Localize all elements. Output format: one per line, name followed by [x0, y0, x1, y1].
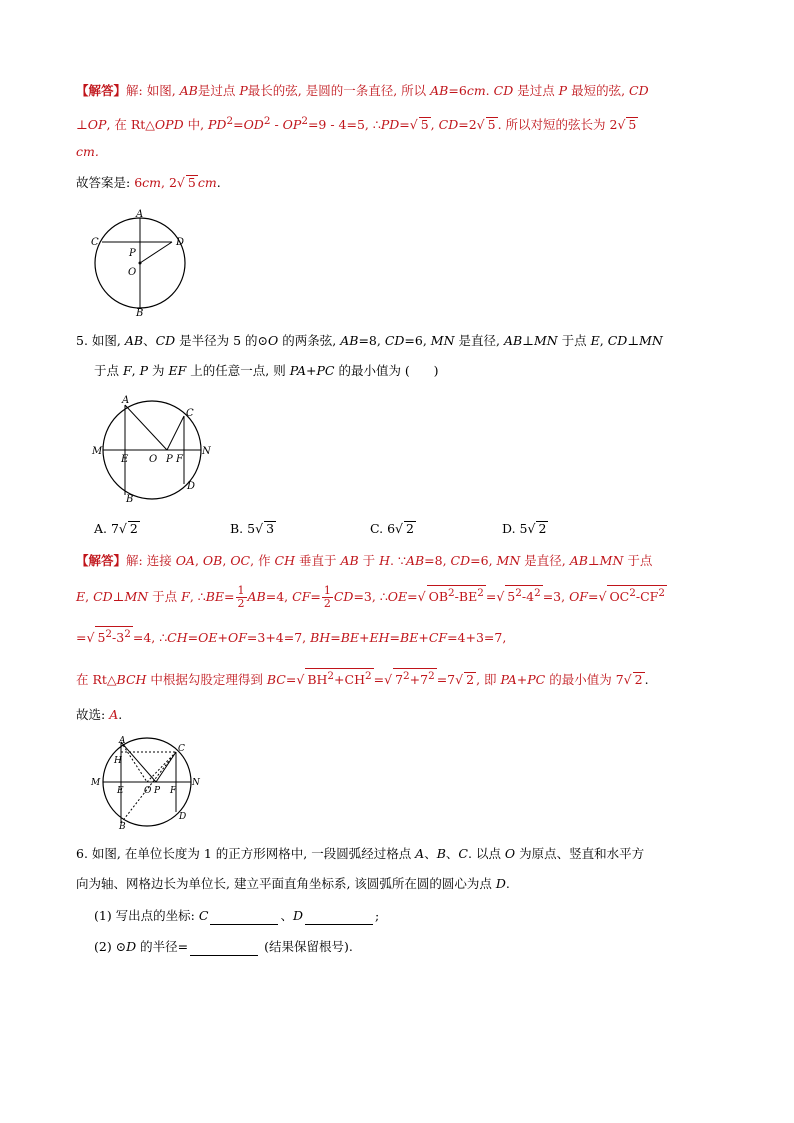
label-c: C [178, 744, 185, 754]
label-n: N [202, 446, 211, 457]
solution-tag: 【解答】 [76, 83, 127, 98]
solution1-answer: 故答案是: 6cm, 2√ 5 cm. [76, 175, 221, 190]
label-f: F [170, 786, 177, 796]
label-d: D [187, 481, 196, 492]
label-o: O [128, 267, 137, 278]
answer-blank-c[interactable] [210, 910, 278, 925]
label-a: A [119, 736, 126, 746]
figure-3-circle [88, 735, 208, 830]
solution1-line1: 【解答】解: 如图, AB是过点 P最长的弦, 是圆的一条直径, 所以 AB=6cm. CD 是过点 P 最短的弦, CD [76, 83, 649, 98]
q6-sub2: (2) ⊙D 的半径= (结果保留根号). [94, 939, 353, 954]
solution-tag: 【解答】 [76, 553, 127, 568]
label-o: O [144, 786, 152, 796]
segment-od [140, 242, 172, 263]
label-d: D [176, 237, 185, 248]
solution2-line1: 【解答】解: 连接 OA, OB, OC, 作 CH 垂直于 AB 于 H. ∵AB=8, CD=6, MN 是直径, AB⊥MN 于点 [76, 553, 653, 568]
q5-line1: 5. 如图, AB、CD 是半径为 5 的⊙O 的两条弦, AB=8, CD=6, MN 是直径, AB⊥MN 于点 E, CD⊥MN [76, 333, 663, 348]
label-m: M [91, 778, 101, 788]
q6-sub1: (1) 写出点的坐标: C 、D ; [94, 908, 380, 923]
q5-option-b[interactable]: B. 5√ 3 [230, 521, 275, 536]
q5-option-c[interactable]: C. 6√ 2 [370, 521, 414, 536]
solution1-line3: cm. [76, 144, 99, 159]
solution2-line4: 在 Rt△BCH 中根据勾股定理得到 BC=√ $BH^2+CH^2$ =√ $7^2+7^2 =7√$ 2 , 即 PA+PC 的最小值为 7√ 2 . [76, 670, 649, 688]
label-h: H [114, 756, 122, 766]
label-e: E [121, 454, 129, 465]
solution1-line2: ⊥OP, 在 Rt△OPD 中, $PD^2=OD^2 - OP^2=9 - 4=5$, ∴PD=√ 5 , CD=2√ 5 . 所以对短的弦长为 2√ 5 [76, 115, 637, 133]
label-b: B [119, 822, 126, 830]
label-m: M [92, 446, 103, 457]
segment-pa [125, 405, 167, 450]
label-p: P [154, 786, 161, 796]
figure-1-circle [88, 205, 208, 317]
solution2-line3: =√ $5^2-3^2 =4$, ∴CH=OE+OF=3+4=7, BH=BE+EH=BE+CF=4+3=7, [76, 628, 507, 646]
label-a: A [136, 209, 144, 220]
label-c: C [91, 237, 99, 248]
figure-2-circle [88, 392, 218, 504]
label-e: E [117, 786, 124, 796]
q5-line2: 于点 F, P 为 EF 上的任意一点, 则 PA+PC 的最小值为 ( ) [94, 363, 439, 378]
answer-blank-d[interactable] [305, 910, 373, 925]
label-a: A [122, 395, 130, 406]
label-b: B [126, 494, 134, 504]
solution2-line2: E, CD⊥MN 于点 F, ∴BE= $\frac{1}{2}$ AB=4, CF= $\frac{1}{2}$ CD=3, ∴OE=√ $OB^2-BE^2$ =√ $5^2-4^2 =3$, OF=√ $OC^2-CF^2$ [76, 584, 665, 611]
q5-option-d[interactable]: D. 5√ 2 [502, 521, 547, 536]
label-d: D [179, 812, 187, 822]
label-o: O [149, 454, 158, 465]
segment-pc [167, 416, 184, 450]
label-p: P [129, 248, 136, 259]
answer-blank-radius[interactable] [190, 941, 258, 956]
q6-line1: 6. 如图, 在单位长度为 1 的正方形网格中, 一段圆弧经过格点 A、B、C. 以点 O 为原点、竖直和水平方 [76, 846, 645, 861]
label-f: F [176, 454, 183, 465]
label-b: B [136, 308, 144, 317]
label-p: P [166, 454, 173, 465]
label-n: N [192, 778, 200, 788]
segment-pa [121, 742, 156, 782]
q6-line2: 向为轴、网格边长为单位长, 建立平面直角坐标系, 该圆弧所在圆的圆心为点 D. [76, 876, 510, 891]
q5-option-a[interactable]: A. 7√ 2 [94, 521, 138, 536]
label-c: C [186, 408, 194, 419]
solution2-answer: 故选: A. [76, 707, 123, 722]
